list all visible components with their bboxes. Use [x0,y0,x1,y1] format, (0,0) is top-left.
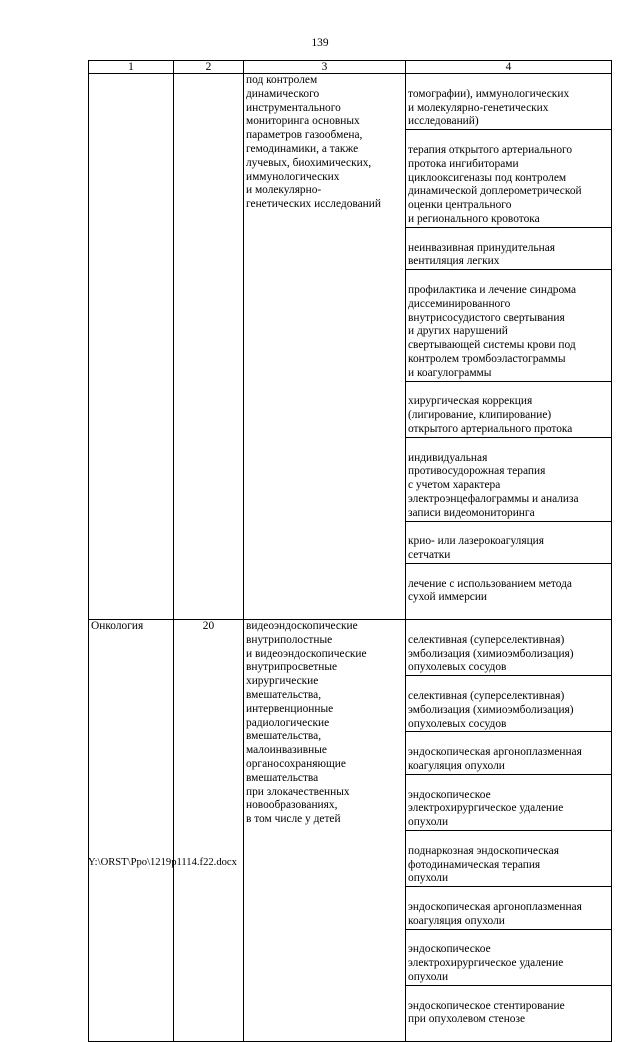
page-number: 139 [311,37,329,49]
header-col-4: 4 [406,61,612,74]
category-cell [89,74,174,620]
methods-cell [406,74,612,620]
file-path-footer: Y:\ORST\Ppo\1219p1114.f22.docx [88,857,237,868]
method-item: селективная (суперселективная) эмболизация (химиоэмболизация) опухолевых сосудов [406,690,611,732]
methods-cell [406,620,612,1042]
method-item: неинвазивная принудительная вентиляция легких [406,242,611,271]
method-item: индивидуальная противосудорожная терапия с учетом характера электроэнцефалограммы и анализа записи видеомониторинга [406,452,611,522]
header-col-1: 1 [89,61,174,74]
method-item: эндоскопическое электрохирургическое удаление опухоли [406,943,611,985]
method-item: профилактика и лечение синдрома диссеминированного внутрисосудистого свертывания и других нарушений свертывающей системы крови под контролем тромбоэластограммы и коагулограммы [406,284,611,382]
table-row [89,74,612,620]
count-cell: 20 [174,620,244,1042]
document-table [88,60,612,1042]
method-item: эндоскопическое стентирование при опухолевом стенозе [408,999,565,1026]
method-item: поднаркозная эндоскопическая фотодинамическая терапия опухоли [406,845,611,887]
method-item: эндоскопическая аргоноплазменная коагуляция опухоли [406,746,611,775]
header-row [89,61,612,74]
method-item: лечение с использованием метода сухой иммерсии [408,577,572,604]
count-cell [174,74,244,620]
header-col-2: 2 [174,61,244,74]
method-item: эндоскопическое электрохирургическое удаление опухоли [406,789,611,831]
method-item: эндоскопическая аргоноплазменная коагуляция опухоли [406,901,611,930]
method-item: томографии), иммунологических и молекулярно-генетических исследований) [406,88,611,130]
method-item: селективная (суперселективная) эмболизация (химиоэмболизация) опухолевых сосудов [406,634,611,676]
category-cell: Онкология [89,620,174,1042]
method-item: хирургическая коррекция (лигирование, клипирование) открытого артериального протока [406,395,611,437]
table-row [89,620,612,1042]
header-col-3: 3 [244,61,406,74]
method-item: крио- или лазерокоагуляция сетчатки [406,535,611,564]
description-cell: под контролем динамического инструментального мониторинга основных параметров газообмена, гемодинамики, а также лучевых, биохимических, иммунологических и молекулярно- генетических исследований [244,74,406,620]
method-item: терапия открытого артериального протока ингибиторами циклооксигеназы под контролем динамической доплерометрической оценки центрального и регионального кровотока [406,144,611,228]
description-cell: видеоэндоскопические внутриполостные и видеоэндоскопические внутрипросветные хирургические вмешательства, интервенционные радиологические вмешательства, малоинвазивные органосохраняющие вмешательства при злокачественных новообразованиях, в том числе у детей [244,620,406,1042]
